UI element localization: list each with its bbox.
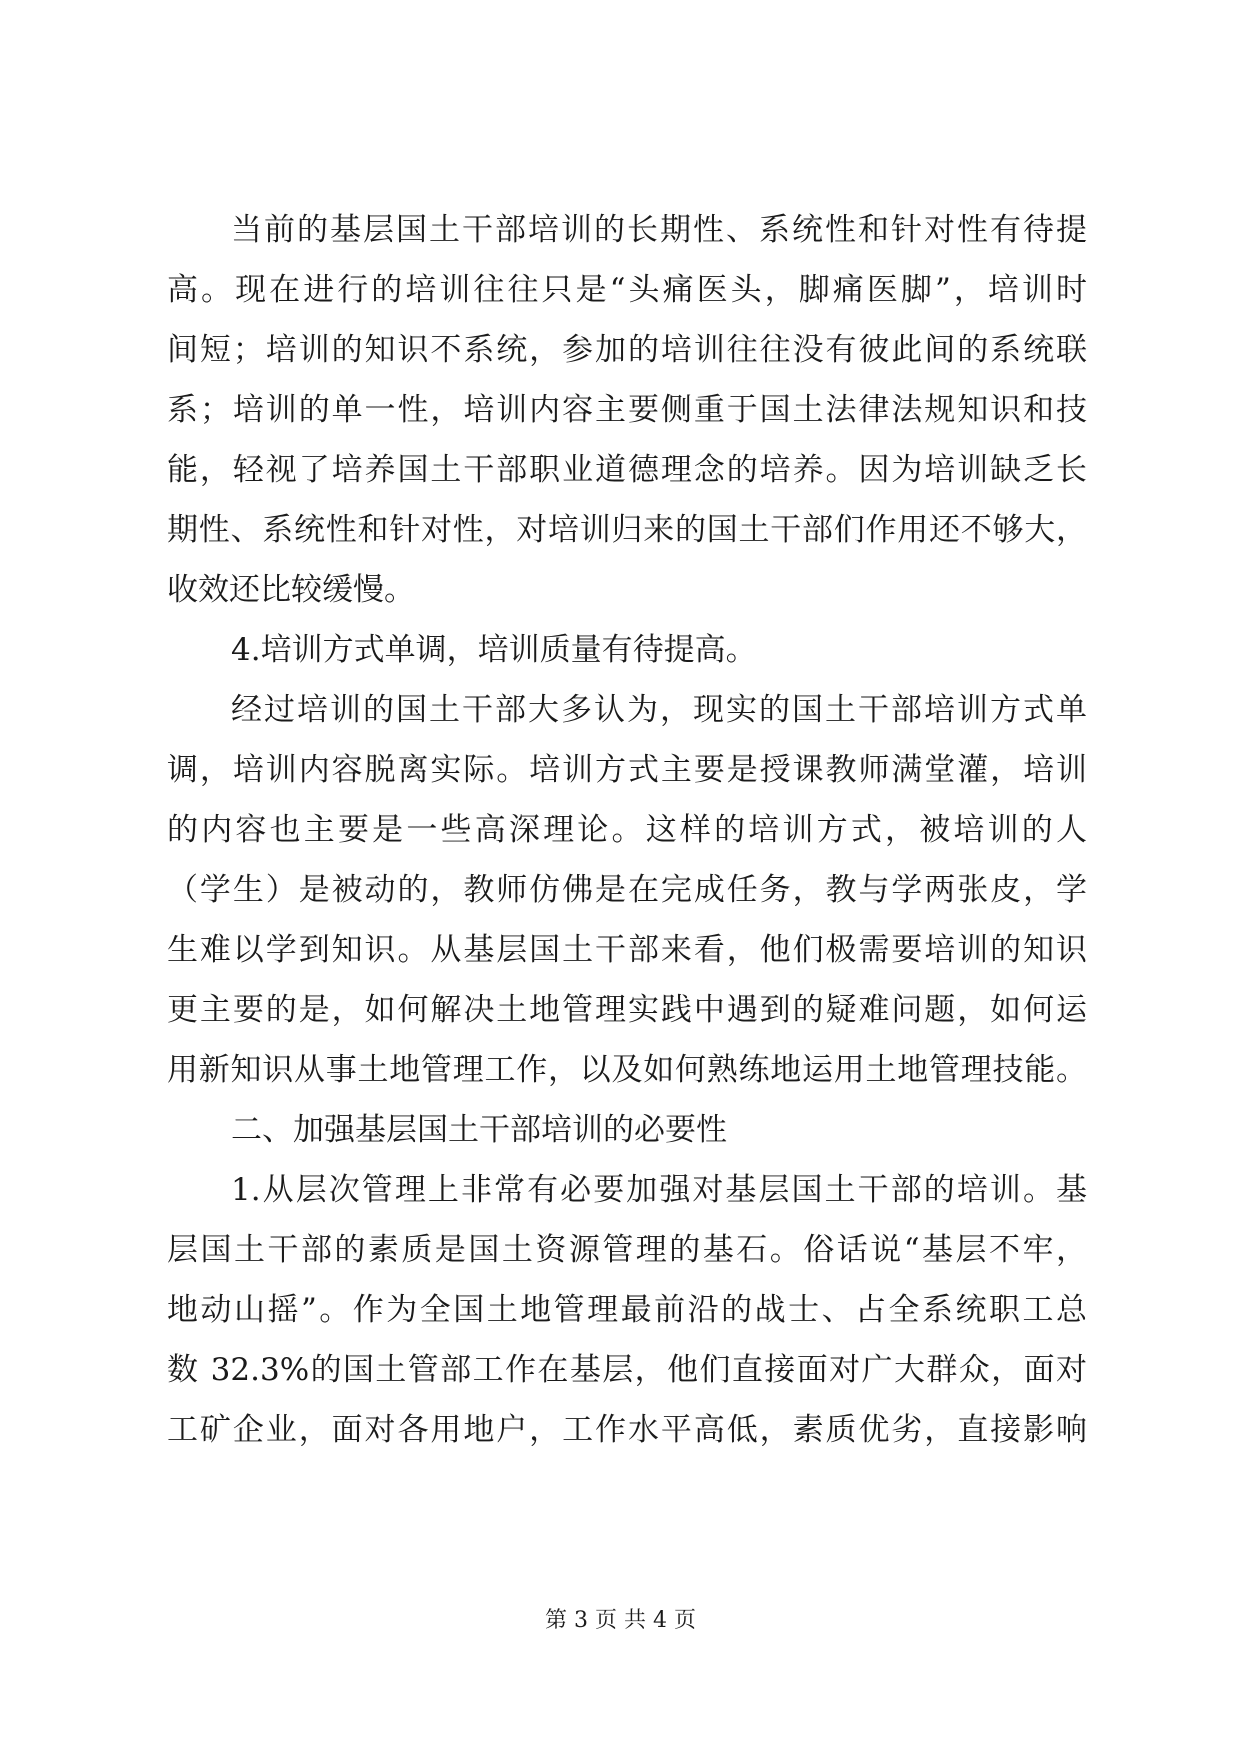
paragraph-line: 的内容也主要是一些高深理论。这样的培训方式，被培训的人 (167, 812, 1087, 848)
section-heading: 4.培训方式单调，培训质量有待提高。 (231, 632, 757, 668)
paragraph-line: 用新知识从事土地管理工作，以及如何熟练地运用土地管理技能。 (167, 1052, 1087, 1088)
paragraph-line: 生难以学到知识。从基层国土干部来看，他们极需要培训的知识 (167, 932, 1087, 968)
paragraph-line: 数 32.3%的国土管部工作在基层，他们直接面对广大群众，面对 (167, 1352, 1087, 1388)
paragraph-line: 层国土干部的素质是国土资源管理的基石。俗话说“基层不牢， (167, 1232, 1087, 1268)
paragraph-line: 地动山摇”。作为全国土地管理最前沿的战士、占全系统职工总 (167, 1292, 1087, 1328)
page-number-footer: 第 3 页 共 4 页 (545, 1608, 696, 1633)
paragraph-line: 能，轻视了培养国土干部职业道德理念的培养。因为培训缺乏长 (167, 452, 1087, 488)
section-heading: 二、加强基层国土干部培训的必要性 (231, 1112, 727, 1148)
paragraph-line: 当前的基层国土干部培训的长期性、系统性和针对性有待提 (231, 212, 1087, 248)
paragraph-line: 期性、系统性和针对性，对培训归来的国土干部们作用还不够大， (167, 512, 1087, 548)
paragraph-line: 工矿企业，面对各用地户，工作水平高低，素质优劣，直接影响 (167, 1412, 1087, 1448)
paragraph-line: 高。现在进行的培训往往只是“头痛医头，脚痛医脚”，培训时 (167, 272, 1087, 308)
paragraph-line: 经过培训的国土干部大多认为，现实的国土干部培训方式单 (231, 692, 1087, 728)
paragraph-line: 1.从层次管理上非常有必要加强对基层国土干部的培训。基 (231, 1172, 1087, 1208)
paragraph-line: 收效还比较缓慢。 (167, 572, 415, 608)
paragraph-line: 系；培训的单一性，培训内容主要侧重于国土法律法规知识和技 (167, 392, 1087, 428)
paragraph-line: 间短；培训的知识不系统，参加的培训往往没有彼此间的系统联 (167, 332, 1087, 368)
paragraph-line: 调，培训内容脱离实际。培训方式主要是授课教师满堂灌，培训 (167, 752, 1087, 788)
paragraph-line: 更主要的是，如何解决土地管理实践中遇到的疑难问题，如何运 (167, 992, 1087, 1028)
paragraph-line: （学生）是被动的，教师仿佛是在完成任务，教与学两张皮，学 (167, 872, 1087, 908)
